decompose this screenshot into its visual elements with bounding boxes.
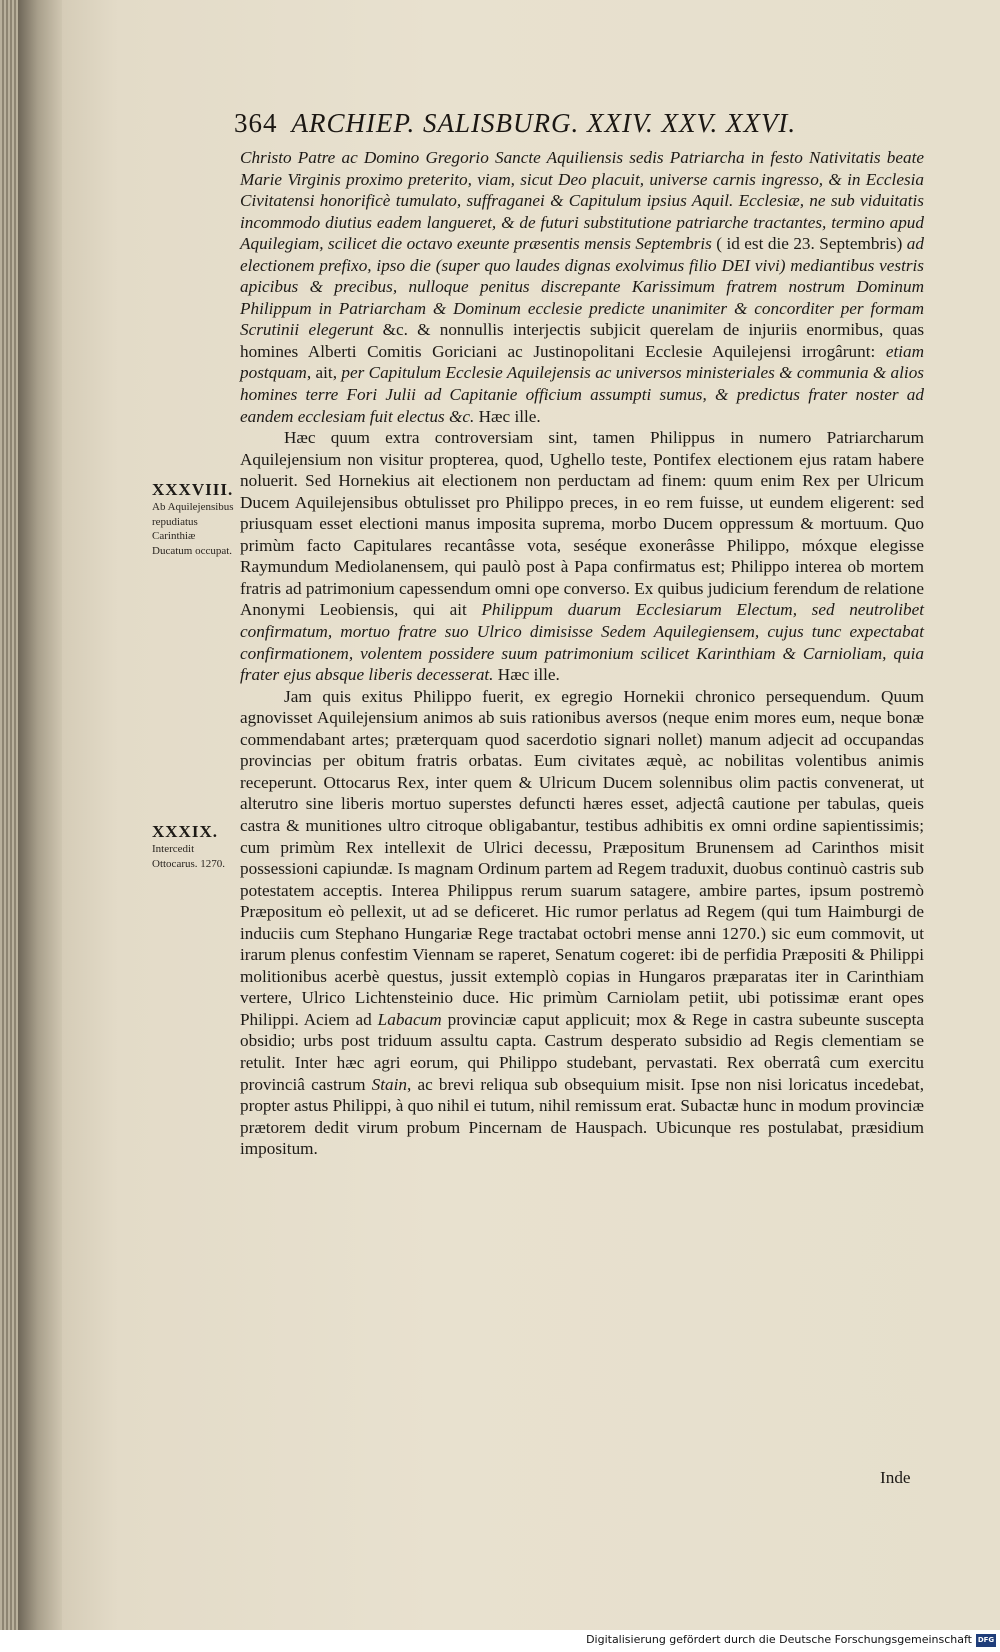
margin-note-38: Ab Aquilejensibus repudiatus Carinthiæ Ducatum occupat. (152, 501, 234, 557)
quote-text: Christo Patre ac Domino Gregorio Sancte Aquiliensis sedis Patriarcha in festo Nativitatis beate Marie Virginis proximo preterito, viam, sicut Deo placuit, universe carnis ingresso, & in Ecclesia Civitatensi honorificè tumulato, suffraganei & Capitulum ipsius Aquil. Ecclesiæ, ne sub viduitatis incommodo diutius eadem langueret, & de futuri substitutione patriarche tractantes, termino apud Aquilegiam, scilicet die octavo exeunte præsentis mensis Septembris (240, 148, 924, 254)
catchword: Inde (880, 1468, 911, 1487)
quote-text: etiam postquam (240, 341, 924, 383)
text-run: provinciæ caput applicuit; mox & Rege in castra subeunte suscepta obsidio; urbs post triduum assultu capta. Castrum desperato subsidio ad Regis clementiam se retulit. Inter hæc agri eorum, qui Philippo studebant, pervastati. Rex oberratâ cum exercitu provinciâ castrum (240, 1009, 924, 1094)
text-run: Hæc quum extra controversiam sint, tamen Philippus in numero Patriarcharum Aquilejensium non visitur propterea, quod, Ughello teste, Pontifex electionem ejus ratam habere noluerit. Sed Hornekius ait electionem non perductam ad finem: quum enim Rex per Ulricum Ducem Aquilejensibus obtulisset pro Philippo preces, in eo rem fuisse, ut eundem eligerent: sed priusquam esset electioni manus imposita suprema, morbo Ducem oppressum & mortuum. Quo primùm facto Capitulares recantâsse vota, seséque exonerâsse Philippo, móxque elegisse Raymundum Mediolanensem, qui paulò post à Papa confirmatus est; Philippo interea ob mortem fratris ad patrimonium capessendum omni ope converso. Ex quibus judicium ferendum de relatione Anonymi Leobiensis, qui ait (240, 428, 924, 620)
quote-text: per Capitulum Ecclesie Aquilejensis ac universos ministeriales & communia & alios homines terre Fori Julii ad Capitanie officium assumpti sumus, & predictus frater noster ad eandem ecclesiam fuit electus &c. (240, 363, 924, 426)
quote-text: ad electionem prefixo, ipso die (super quo laudes dignas exolvimus filio DEI vivi) mediantibus vestris apicibus & precibus, nulloque penitus discrepante Karissimum fratrem nostrum Dominum Philippum in Patriarcham & Dominum ecclesie predicte unanimiter & concorditer per formam Scrutinii elegerunt (240, 234, 924, 340)
funding-credit: Digitalisierung gefördert durch die Deutsche Forschungsgemeinschaft (586, 1633, 972, 1646)
section-number-38: XXXVIII. (152, 480, 234, 499)
text-run: , ait, (306, 363, 342, 383)
paragraph-38 (240, 427, 924, 686)
quote-text: Philippum duarum Ecclesiarum Electum, sed neutrolibet confirmatum, mortuo fratre suo Ulrico dimisisse Sedem Aquilegiensem, cujus tunc expectabat confirmationem, volentem possidere suum patrimonium scilicet Karinthiam & Carnioliam, quia frater ejus absque liberis decesserat. (240, 600, 924, 685)
page-number: 364 (234, 108, 278, 138)
main-text (240, 147, 924, 1160)
digitization-footer (0, 1630, 1000, 1652)
text-run: Hæc ille. (493, 665, 560, 685)
page-header (234, 108, 874, 139)
book-gutter (18, 0, 62, 1630)
paragraph-1 (240, 147, 924, 427)
margin-note-39: Intercedit Ottocarus. 1270. (152, 843, 226, 870)
paragraph-39 (240, 686, 924, 1160)
text-run: Jam quis exitus Philippo fuerit, ex egregio Hornekii chronico persequendum. Quum agnovisset Aquilejensium animos ab suis rationibus aversos (neque enim mores eum, neque bonæ commendabant artes; præterquam quod sacerdotio signari nollet) manum adjecit ad occupandas provincias per obitum fratris orbatas. Eum civitates æquè, ac nobilitas volentibus animis receperunt. Ottocarus Rex, inter quem & Ulricum Ducem solennibus olim pactis convenerat, ut alterutro sine liberis mortuo superstes defuncti hæres esset, adjectâ cautione per tabulas, queis castra & munitiones ultro citroque obligabantur, testibus adhibitis ex omni ordine sapientissimis; cum primùm Rex intellexit de Ulrici decessu, Præpositum Brunensem ad Carinthos misit possessioni capiundæ. Is magnam Ordinum partem ad Regem traduxit, duobus continuò castris sub potestatem acceptis. Interea Philippus rerum suarum satagere, ambire partes, ipsum postremò Præpositum eò pellexit, ut ad se deficeret. Hic rumor perlatus ad Regem (qui tum Haimburgi de induciis cum Stephano Hungariæ Rege tractabat octobri mense anni 1270.) sic eum commovit, ut irarum plenus confestim Viennam se raperet, Senatum cogeret: ibi de perfidia Præpositi & Philippi molitionibus acerbè questus, jussit extemplò copias in Hungaros præparatas iter in Carinthiam vertere, Ulrico Lichtensteinio duce. Hic primùm Carniolam petiit, ubi potissimæ erant opes Philippi. Aciem ad (240, 686, 924, 1029)
place-name: Stain (371, 1074, 407, 1094)
section-number-39: XXXIX. (152, 822, 218, 841)
text-run: Hæc ille. (474, 406, 541, 426)
running-title: ARCHIEP. SALISBURG. XXIV. XXV. XXVI. (291, 108, 797, 138)
text-run: &c. & nonnullis interjectis subjicit querelam de injuriis enormibus, quas homines Alberti Comitis Goriciani ac Justinopolitani Ecclesie Aquilejensi irrogârunt: (240, 320, 925, 361)
text-run: ( id est die 23. Septembris) (716, 234, 903, 254)
book-edge (0, 0, 18, 1630)
dfg-logo-icon: DFG (976, 1634, 996, 1647)
text-run: , ac brevi reliqua sub obsequium misit. Ipse non nisi loricatus incedebat, propter astus Philippi, à quo nihil ei tutum, nihil remissum erat. Subactæ hunc in modum provinciæ prætorem dedit virum probum Pincernam de Hauspach. Ubicunque res postulabat, præsidium impositum. (240, 1074, 924, 1159)
place-name: Labacum (377, 1009, 442, 1029)
